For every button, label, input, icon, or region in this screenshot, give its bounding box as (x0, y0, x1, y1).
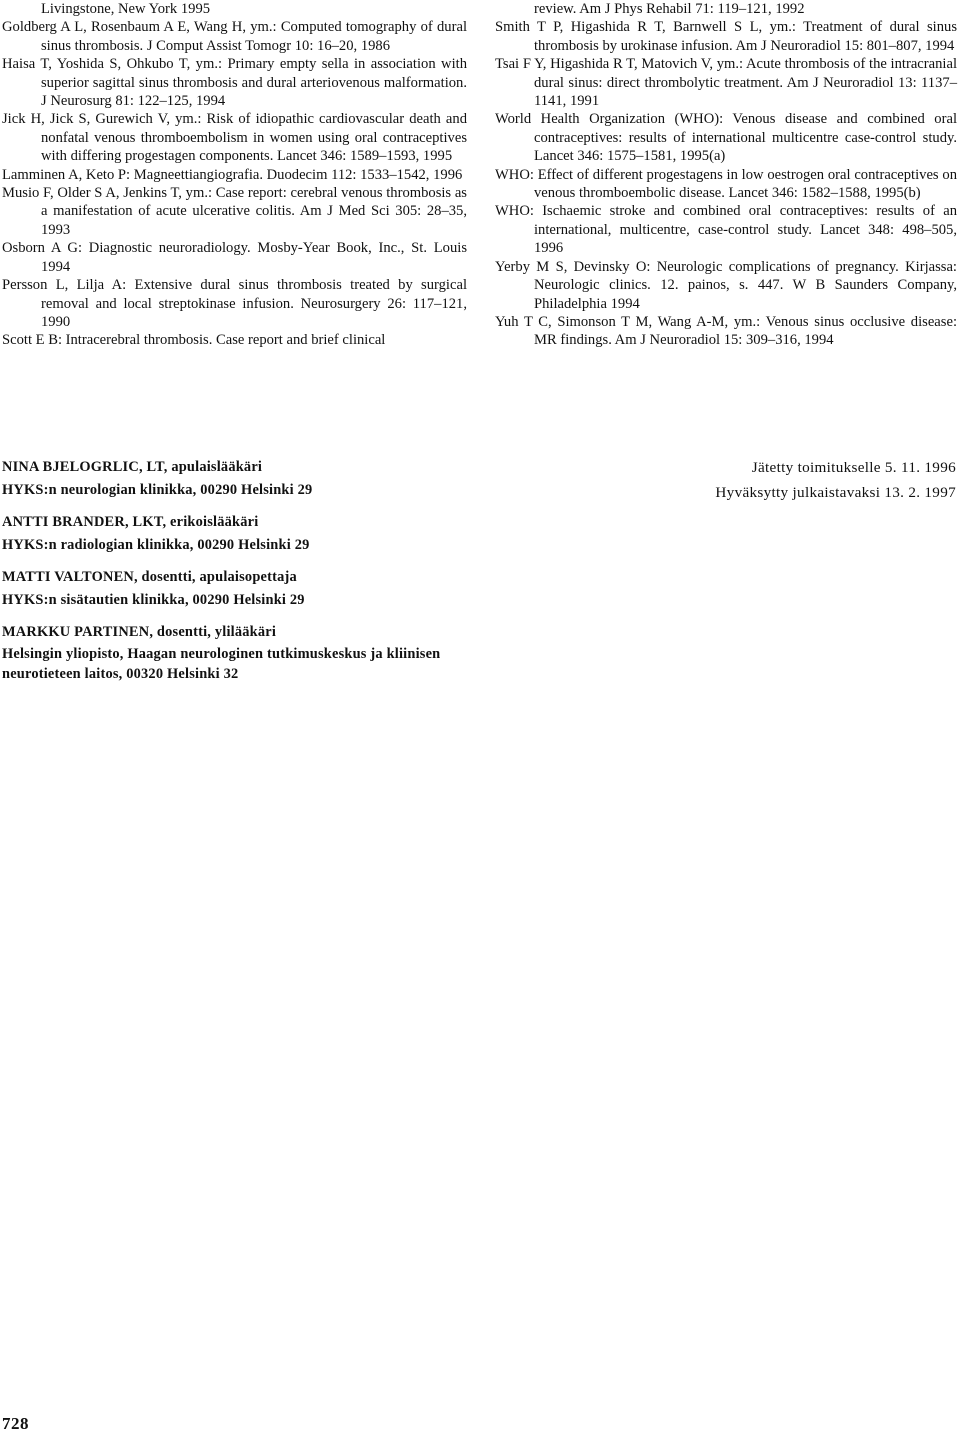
reference-entry: Livingstone, New York 1995 (41, 1, 211, 17)
author-name: MATTI VALTONEN, dosentti, apulaisopettaja (2, 569, 297, 585)
reference-entry: Scott E B: Intracerebral thrombosis. Case report and brief clinical (2, 332, 386, 349)
author-affiliation: Helsingin yliopisto, Haagan neurologinen tutkimuskeskus ja kliinisen neurotieteen laitos, 00320 Helsinki 32 (2, 646, 441, 682)
author-name: ANTTI BRANDER, LKT, erikoislääkäri (2, 514, 259, 530)
reference-entry: Osborn A G: Diagnostic neuroradiology. Mosby-Year Book, Inc., St. Louis 1994 (2, 240, 467, 275)
received-date: Jätetty toimitukselle 5. 11. 1996 (751, 459, 956, 476)
author-block (2, 621, 522, 684)
reference-entry: Jick H, Jick S, Gurewich V, ym.: Risk of idiopathic cardiovascular death and nonfatal venous thromboembolism in women using oral contraceptives with differing progestagen components. Lancet 346: 1589–1593, 1995 (2, 111, 467, 165)
submission-dates (596, 455, 956, 505)
reference-entry: Yuh T C, Simonson T M, Wang A-M, ym.: Venous sinus occlusive disease: MR findings. Am J Neuroradiol 15: 309–316, 1994 (495, 313, 957, 349)
reference-entry: WHO: Ischaemic stroke and combined oral contraceptives: results of an international, multicentre, case-control study. Lancet 348: 498–505, 1996 (495, 203, 957, 257)
reference-entry: Haisa T, Yoshida S, Ohkubo T, ym.: Primary empty sella in association with superior sagittal sinus thrombosis and dural arteriovenous malformation. J Neurosurg 81: 122–125, 1994 (2, 56, 467, 110)
reference-entry: Smith T P, Higashida R T, Barnwell S L, ym.: Treatment of dural sinus thrombosis by urokinase infusion. Am J Neuroradiol 15: 801–807, 1994 (495, 19, 957, 54)
reference-entry: World Health Organization (WHO): Venous disease and combined oral contraceptives: results of international multicentre case-control study. Lancet 346: 1575–1581, 1995(a) (495, 111, 957, 165)
reference-list-left (2, 0, 467, 350)
reference-entry: Yerby M S, Devinsky O: Neurologic complications of pregnancy. Kirjassa: Neurologic clinics. 12. painos, s. 447. W B Saunders Company, Philadelphia 1994 (495, 258, 957, 312)
reference-list-right (495, 0, 957, 350)
author-affiliation: HYKS:n radiologian klinikka, 00290 Helsinki 29 (2, 537, 310, 553)
author-name: MARKKU PARTINEN, dosentti, ylilääkäri (2, 624, 277, 640)
accepted-date: Hyväksytty julkaistavaksi 13. 2. 1997 (715, 484, 956, 501)
author-block (2, 456, 522, 502)
author-affiliation: HYKS:n neurologian klinikka, 00290 Helsinki 29 (2, 482, 313, 498)
author-info (2, 456, 522, 693)
reference-entry: Persson L, Lilja A: Extensive dural sinus thrombosis treated by surgical removal and local streptokinase infusion. Neurosurgery 26: 117–121, 1990 (2, 277, 467, 330)
author-affiliation: HYKS:n sisätautien klinikka, 00290 Helsinki 29 (2, 592, 305, 608)
reference-entry: Tsai F Y, Higashida R T, Matovich V, ym.: Acute thrombosis of the intracranial dural sinus: direct thrombolytic treatment. Am J Neuroradiol 13: 1137–1141, 1991 (495, 56, 957, 110)
reference-entry: Goldberg A L, Rosenbaum A E, Wang H, ym.: Computed tomography of dural sinus thrombosis. J Comput Assist Tomogr 10: 16–20, 1986 (2, 19, 467, 54)
reference-entry: Lamminen A, Keto P: Magneettiangiografia. Duodecim 112: 1533–1542, 1996 (2, 166, 463, 183)
page-number: 728 (2, 1414, 29, 1433)
author-block (2, 511, 522, 557)
reference-entry: review. Am J Phys Rehabil 71: 119–121, 1992 (534, 1, 805, 17)
author-block (2, 566, 522, 612)
reference-entry: Musio F, Older S A, Jenkins T, ym.: Case report: cerebral venous thrombosis as a manifestation of acute ulcerative colitis. Am J Med Sci 305: 28–35, 1993 (2, 185, 467, 238)
author-name: NINA BJELOGRLIC, LT, apulaislääkäri (2, 459, 263, 475)
reference-entry: WHO: Effect of different progestagens in low oestrogen oral contraceptives on venous thromboembolic disease. Lancet 346: 1582–1588, 1995(b) (495, 166, 957, 202)
